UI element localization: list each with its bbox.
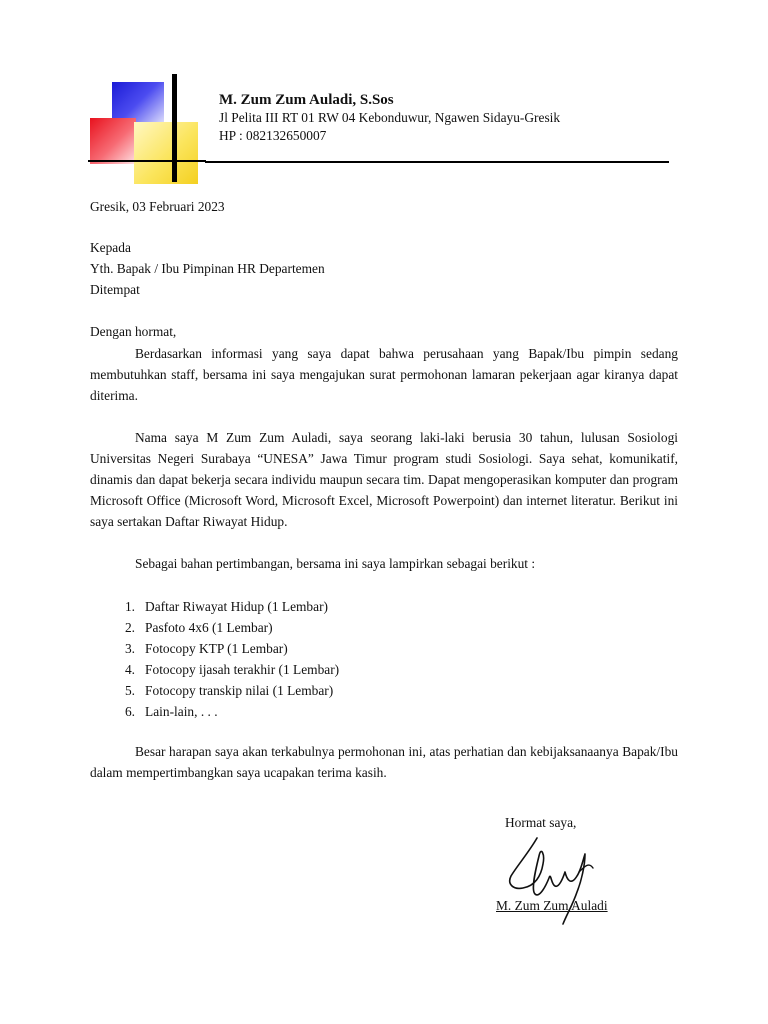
letter-date: Gresik, 03 Februari 2023 xyxy=(90,199,225,214)
list-item xyxy=(90,701,339,722)
sender-name: M. Zum Zum Auladi, S.Sos xyxy=(219,92,394,108)
sender-address: Jl Pelita III RT 01 RW 04 Kebonduwur, Ngawen Sidayu-Gresik xyxy=(219,110,561,125)
sender-phone: HP : 082132650007 xyxy=(219,128,327,143)
list-number: 4. xyxy=(124,662,135,677)
list-text: Fotocopy transkip nilai (1 Lembar) xyxy=(145,683,334,698)
list-text: Lain-lain, . . . xyxy=(145,704,218,719)
paragraph-intro: Berdasarkan informasi yang saya dapat bahwa perusahaan yang Bapak/Ibu pimpin sedang membutuhkan staff, bersama ini saya mengajukan surat permohonan lamaran pekerjaan agar kiranya dapat diterima. xyxy=(90,346,678,403)
list-number: 3. xyxy=(124,641,135,656)
logo-vertical-bar xyxy=(172,74,177,182)
paragraph-attachments-intro: Sebagai bahan pertimbangan, bersama ini saya lampirkan sebagai berikut : xyxy=(135,556,536,571)
logo-yellow-square xyxy=(134,122,198,184)
recipient-place: Ditempat xyxy=(90,282,140,297)
list-item xyxy=(90,680,339,701)
logo-red-square xyxy=(90,118,136,164)
recipient-addressee: Yth. Bapak / Ibu Pimpinan HR Departemen xyxy=(90,261,325,276)
list-number: 1. xyxy=(124,599,135,614)
recipient-to: Kepada xyxy=(90,240,131,255)
list-text: Fotocopy KTP (1 Lembar) xyxy=(145,641,288,656)
greeting: Dengan hormat, xyxy=(90,324,177,339)
paragraph-profile: Nama saya M Zum Zum Auladi, saya seorang laki-laki berusia 30 tahun, lulusan Sosiologi Universitas Negeri Surabaya “UNESA” Jawa Timur program studi Sosiologi. Saya sehat, komunikatif, dinamis dan dapat bekerja secara individu maupun secara tim. Dapat mengoperasikan komputer dan program Microsoft Office (Microsoft Word, Microsoft Excel, Microsoft Powerpoint) dan internet literatur. Berikut ini saya sertakan Daftar Riwayat Hidup. xyxy=(90,430,678,529)
header-divider xyxy=(205,161,669,163)
letterhead-logo xyxy=(88,74,206,184)
list-number: 6. xyxy=(124,704,135,719)
paragraph-closing: Besar harapan saya akan terkabulnya permohonan ini, atas perhatian dan kebijaksanaanya Bapak/Ibu dalam mempertimbangkan saya ucapakan terima kasih. xyxy=(90,744,678,780)
logo-horizontal-bar xyxy=(88,160,206,162)
list-item xyxy=(90,638,339,659)
list-item xyxy=(90,617,339,638)
list-number: 2. xyxy=(124,620,135,635)
closing-salutation: Hormat saya, xyxy=(505,815,577,830)
list-item xyxy=(90,659,339,680)
list-text: Daftar Riwayat Hidup (1 Lembar) xyxy=(145,599,328,614)
list-number: 5. xyxy=(124,683,135,698)
signatory-name: M. Zum Zum Auladi xyxy=(496,898,608,913)
list-text: Fotocopy ijasah terakhir (1 Lembar) xyxy=(145,662,340,677)
attachments-list xyxy=(90,596,339,722)
list-text: Pasfoto 4x6 (1 Lembar) xyxy=(145,620,273,635)
list-item xyxy=(90,596,339,617)
